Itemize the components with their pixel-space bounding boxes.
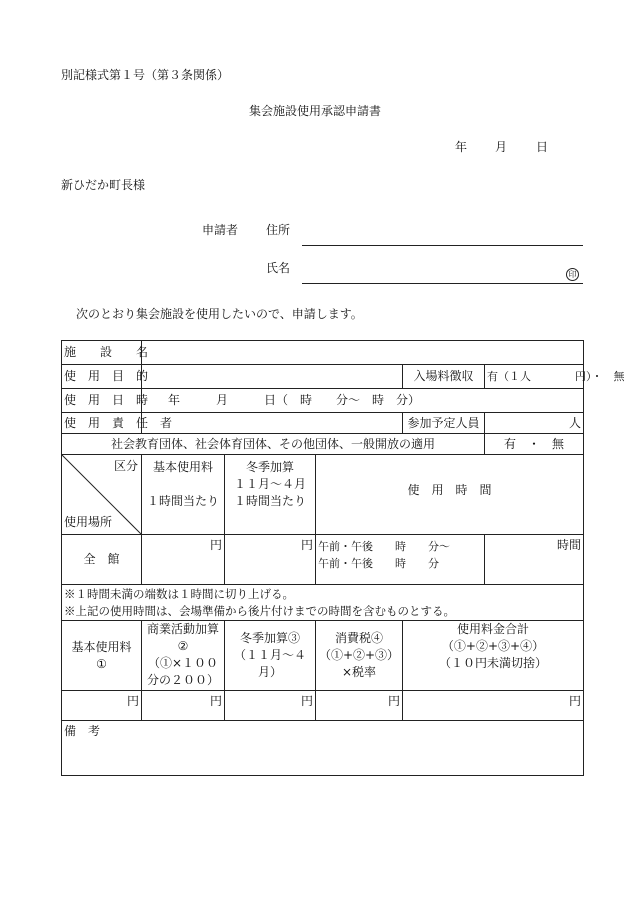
category-diagonal-cell	[62, 455, 142, 535]
time-end: 午前・午後 時 分	[318, 557, 439, 570]
basic-fee-per-hour: １時間当たり	[146, 494, 219, 508]
calc-tax-header	[316, 621, 403, 691]
calc-basic-mark: ①	[96, 656, 107, 671]
seal-icon: 印	[566, 268, 579, 281]
manager-label: 使 用 責 任 者	[62, 413, 142, 434]
calc-total-value[interactable]: 円	[403, 691, 584, 721]
groups-value[interactable]: 有 ・ 無	[485, 434, 584, 455]
calc-basic-title: 基本使用料	[71, 639, 132, 654]
calc-commercial-mark: ②	[177, 639, 189, 653]
time-start: 午前・午後 時 分～	[318, 540, 450, 553]
purpose-label: 使 用 目 的	[62, 365, 142, 389]
category-label: 区分	[113, 459, 138, 473]
name-label: 氏名	[266, 261, 291, 275]
applicant-label: 申請者	[202, 223, 239, 237]
address-field-line[interactable]	[302, 245, 583, 246]
note-time-includes: ※上記の使用時間は、会場準備から後片付けまでの時間を含むものとする。	[64, 603, 455, 618]
calc-winter-value[interactable]: 円	[225, 691, 316, 721]
basic-fee-title: 基本使用料	[152, 460, 213, 474]
groups-text: 社会教育団体、社会体育団体、その他団体、一般開放の適用	[62, 434, 485, 455]
calc-commercial-header	[142, 621, 225, 691]
datetime-row	[62, 389, 584, 413]
participants-label: 参加予定人員	[403, 413, 485, 434]
datetime-label: 使 用 日 時	[62, 389, 142, 413]
note-rounding: ※１時間未満の端数は１時間に切り上げる。	[64, 586, 294, 601]
calc-tax-rate: ×税率	[341, 665, 377, 679]
intro-text: 次のとおり集会施設を使用したいので、申請します。	[76, 307, 363, 321]
notes-cell	[62, 585, 584, 621]
participants-value[interactable]: 人	[485, 413, 584, 434]
calc-winter-title: 冬季加算③	[239, 631, 300, 645]
facility-value[interactable]	[142, 341, 584, 365]
calc-total-title: 使用料金合計	[456, 622, 529, 636]
name-field-line[interactable]	[302, 283, 583, 284]
calc-commercial-formula: （①×１００	[147, 656, 219, 670]
facility-row	[62, 341, 584, 365]
calc-commercial-ratio: 分の２００）	[146, 673, 219, 687]
winter-fee-header	[225, 455, 316, 535]
calc-winter-period-end: 月）	[257, 665, 282, 679]
calc-total-header	[403, 621, 584, 691]
calc-commercial-value[interactable]: 円	[142, 691, 225, 721]
winter-fee-value[interactable]: 円	[225, 535, 316, 585]
calc-tax-formula: （①+②+③）	[318, 648, 400, 662]
winter-fee-period: １１月～４月	[233, 477, 306, 491]
calc-winter-period: （１１月～４	[233, 648, 306, 662]
admission-label: 入場料徴収	[403, 365, 485, 389]
purpose-value[interactable]	[142, 365, 403, 389]
addressee: 新ひだか町長様	[61, 178, 146, 192]
remarks-row	[62, 721, 584, 776]
calc-value-row	[62, 691, 584, 721]
calc-commercial-title: 商業活動加算	[146, 622, 219, 636]
winter-fee-title: 冬季加算	[245, 460, 294, 474]
usage-time-range[interactable]	[316, 535, 485, 585]
basic-fee-value[interactable]: 円	[142, 535, 225, 585]
remarks-cell[interactable]	[62, 721, 584, 776]
date-day: 日	[536, 140, 549, 154]
basic-fee-spacer	[144, 476, 222, 493]
address-label: 住所	[266, 223, 291, 237]
calc-basic-value[interactable]: 円	[62, 691, 142, 721]
purpose-row	[62, 365, 584, 389]
winter-fee-per-hour: １時間当たり	[233, 494, 306, 508]
document-title: 集会施設使用承認申請書	[249, 104, 382, 118]
calc-tax-title: 消費税④	[334, 631, 383, 645]
groups-row	[62, 434, 584, 455]
usage-time-header: 使 用 時 間	[316, 455, 584, 535]
calc-winter-header	[225, 621, 316, 691]
calc-header-row	[62, 621, 584, 691]
date-month: 月	[495, 140, 508, 154]
application-table	[61, 340, 625, 776]
facility-label: 施 設 名	[62, 341, 142, 365]
basic-fee-header	[142, 455, 225, 535]
calc-tax-value[interactable]: 円	[316, 691, 403, 721]
remarks-label: 備 考	[64, 724, 101, 738]
datetime-value[interactable]: 年 月 日（ 時 分～ 時 分）	[142, 389, 584, 413]
fee-row	[62, 535, 584, 585]
fee-header-row	[62, 455, 584, 535]
calc-total-rounding: （１０円未満切捨）	[438, 656, 547, 670]
manager-row	[62, 413, 584, 434]
admission-value[interactable]: 有（１人 円）・ 無	[485, 365, 584, 389]
place-all-halls: 全 館	[62, 535, 142, 585]
form-reference: 別記様式第１号（第３条関係）	[61, 68, 230, 82]
seal-mark	[566, 266, 579, 281]
manager-value[interactable]	[142, 413, 403, 434]
notes-row	[62, 585, 584, 621]
calc-total-formula: （①+②+③+④）	[441, 639, 545, 653]
date-year: 年	[455, 140, 468, 154]
place-label: 使用場所	[64, 515, 113, 529]
usage-hours-value[interactable]: 時間	[485, 535, 584, 585]
calc-basic-header	[62, 621, 142, 691]
